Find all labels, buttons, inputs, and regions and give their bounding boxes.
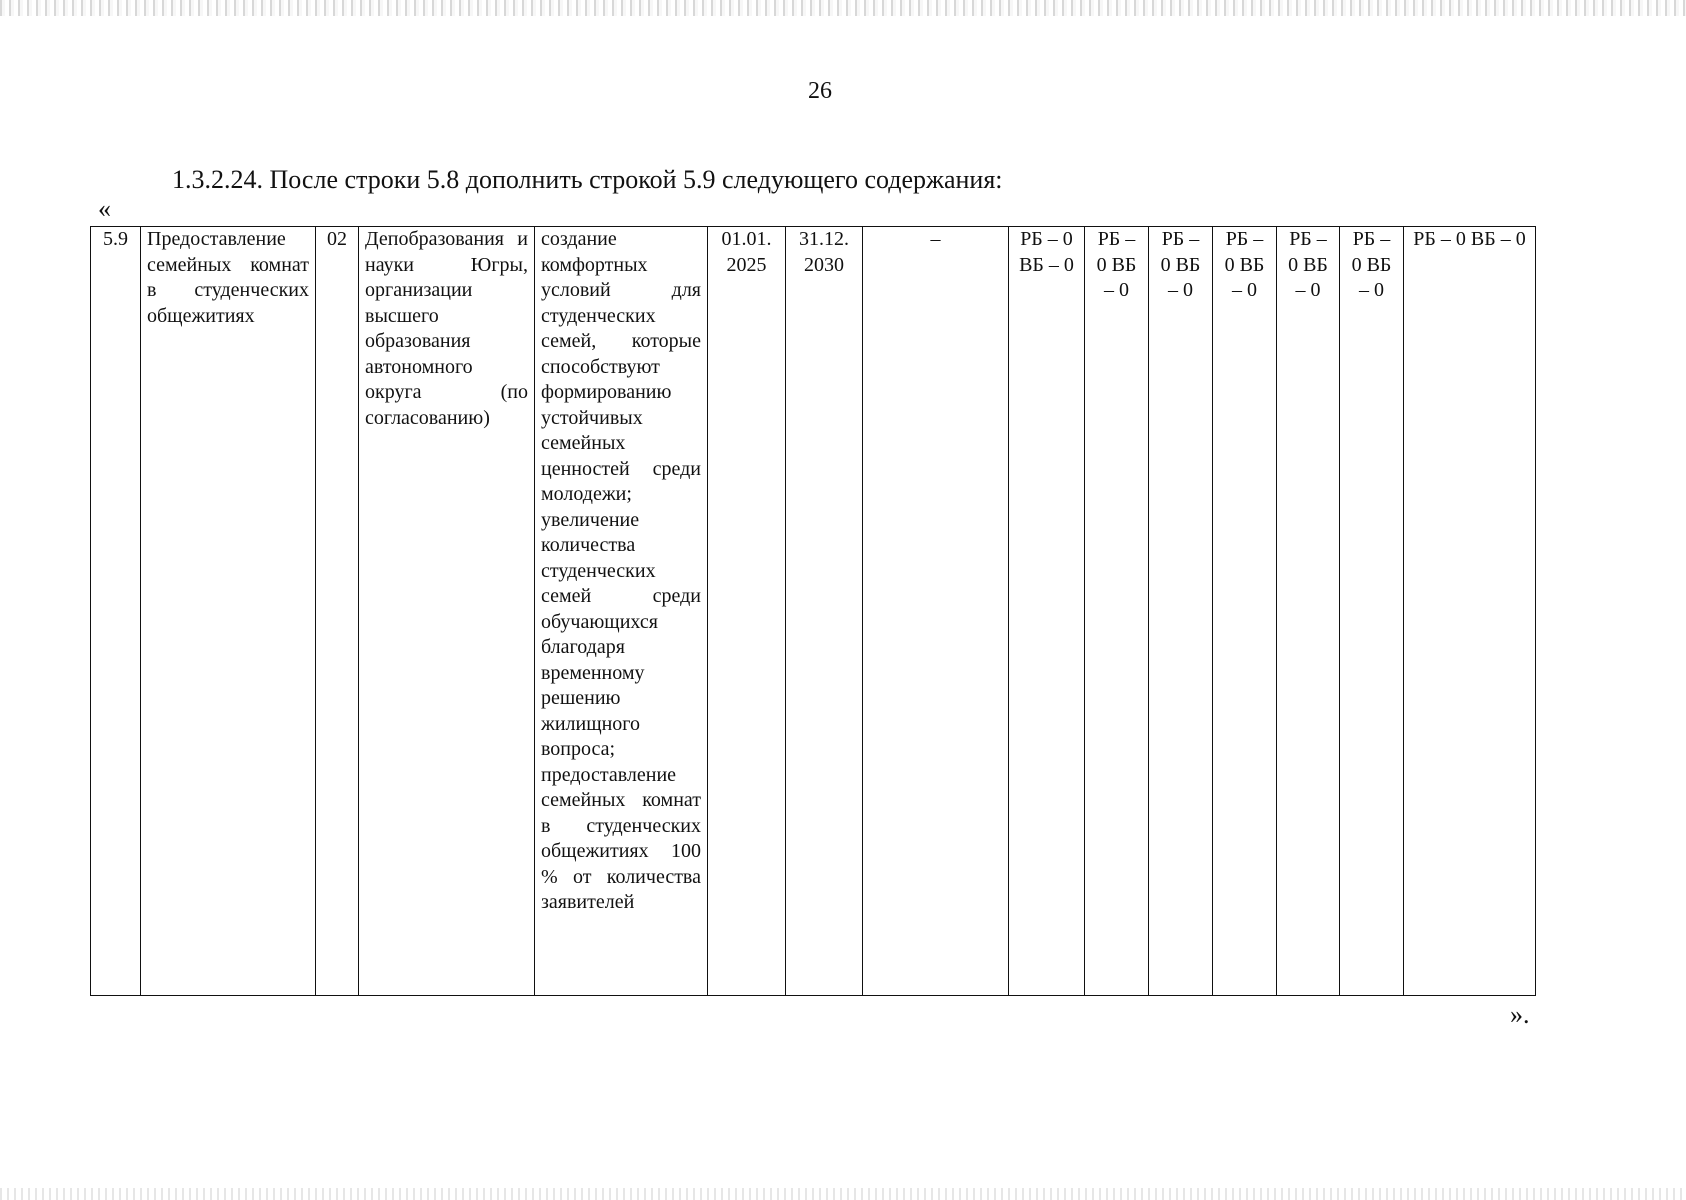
row-number-cell: 5.9 bbox=[91, 227, 141, 996]
funding-total-cell: РБ – 0 ВБ – 0 bbox=[1404, 227, 1536, 996]
funding-cell: РБ – 0 ВБ – 0 bbox=[1085, 227, 1149, 996]
funding-cell: РБ – 0 ВБ – 0 bbox=[1149, 227, 1213, 996]
table-row bbox=[91, 227, 1536, 996]
end-date-cell: 31.12. 2030 bbox=[786, 227, 863, 996]
amendment-heading: 1.3.2.24. После строки 5.8 дополнить строкой 5.9 следующего содержания: bbox=[172, 165, 1003, 194]
opening-quote: « bbox=[98, 194, 111, 223]
scan-edge-top bbox=[0, 0, 1686, 16]
executor-cell: Депобразования и науки Югры, организации высшего образования автономного округа (по согласованию) bbox=[359, 227, 535, 996]
measure-name-cell: Предоставление семейных комнат в студенческих общежитиях bbox=[141, 227, 316, 996]
dash-cell: – bbox=[863, 227, 1009, 996]
funding-cell: РБ – 0 ВБ – 0 bbox=[1340, 227, 1404, 996]
amendment-table bbox=[90, 226, 1536, 996]
closing-quote: ». bbox=[1510, 1000, 1530, 1029]
start-date-cell: 01.01. 2025 bbox=[708, 227, 786, 996]
page-number: 26 bbox=[808, 78, 832, 104]
funding-cell: РБ – 0 ВБ – 0 bbox=[1277, 227, 1340, 996]
funding-cell: РБ – 0 ВБ – 0 bbox=[1213, 227, 1277, 996]
code-cell: 02 bbox=[316, 227, 359, 996]
result-cell: создание комфортных условий для студенческих семей, которые способствуют формированию устойчивых семейных ценностей среди молодежи; увеличение количества студенческих семей среди обучающихся благодаря временному решению жилищного вопроса; предоставление семейных комнат в студенческих общежитиях 100 % от количества заявителей bbox=[535, 227, 708, 996]
scan-edge-bottom bbox=[0, 1188, 1686, 1200]
funding-cell: РБ – 0 ВБ – 0 bbox=[1009, 227, 1085, 996]
